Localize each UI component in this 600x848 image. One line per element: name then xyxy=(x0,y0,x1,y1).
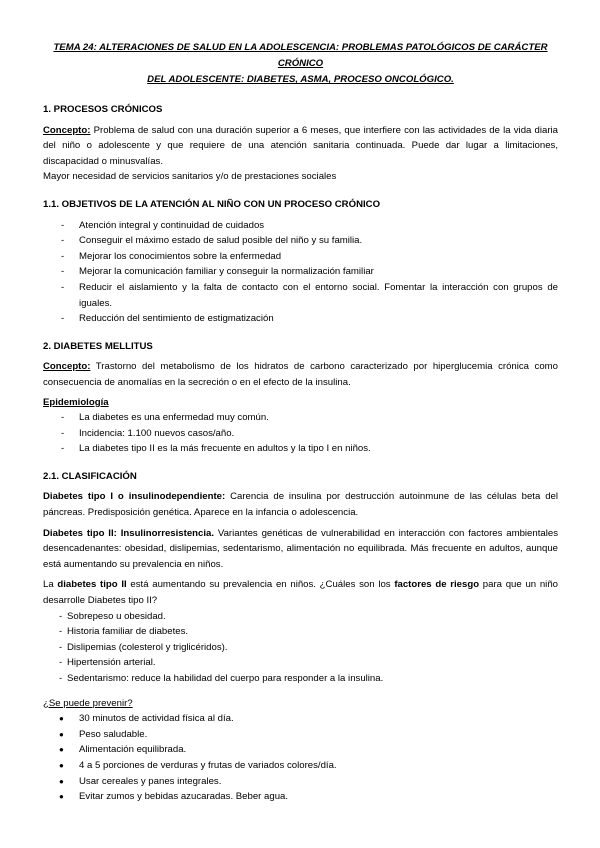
diabetes-type-1 xyxy=(43,489,558,520)
list-item: - Mejorar la comunicación familiar y conseguir la normalización familiar xyxy=(43,264,558,280)
list-item: ● Alimentación equilibrada. xyxy=(43,742,558,758)
list-item: ● Evitar zumos y bebidas azucaradas. Beber agua. xyxy=(43,789,558,805)
title-line-1: TEMA 24: ALTERACIONES DE SALUD EN LA ADOLESCENCIA: PROBLEMAS PATOLÓGICOS DE CARÁCTER CRÓNICO xyxy=(53,42,548,69)
list-item: ● Peso saludable. xyxy=(43,727,558,743)
section-2-heading: 2. DIABETES MELLITUS xyxy=(43,340,153,352)
list-item: - Mejorar los conocimientos sobre la enfermedad xyxy=(43,249,558,265)
type-1-text: Carencia de insulina por destrucción autoinmune de las células beta del páncreas. Predisposición genética. Aparece en la infancia o adolescencia. xyxy=(43,491,558,519)
objectives-list xyxy=(43,218,558,327)
concept-text: Problema de salud con una duración superior a 6 meses, que interfiere con las actividades de la vida diaria del niño o adolescente y que requiere de una atención sanitaria continuada. Puede dar lugar a limitaciones, discapacidad o minusvalías. xyxy=(43,124,558,167)
list-item: - Dislipemias (colesterol y triglicéridos). xyxy=(43,640,558,656)
document-page xyxy=(43,40,558,805)
risk-question: La diabetes tipo II está aumentando su prevalencia en niños. ¿Cuáles son los factores de riesgo para que un niño desarrolle Diabetes tipo II? xyxy=(43,579,558,607)
risk-factors-list xyxy=(43,609,558,687)
list-item: - La diabetes tipo II es la más frecuente en adultos y la tipo I en niños. xyxy=(43,441,558,457)
list-item: - Conseguir el máximo estado de salud posible del niño y su familia. xyxy=(43,233,558,249)
list-item: ● 4 a 5 porciones de verduras y frutas de variados colores/día. xyxy=(43,758,558,774)
list-item: ● Usar cereales y panes integrales. xyxy=(43,774,558,790)
section-2-concept xyxy=(43,359,558,390)
diabetes-type-2 xyxy=(43,526,558,573)
list-item: ● 30 minutos de actividad física al día. xyxy=(43,711,558,727)
list-item: - Historia familiar de diabetes. xyxy=(43,624,558,640)
list-item: - La diabetes es una enfermedad muy común. xyxy=(43,410,558,426)
list-item: - Sobrepeso u obesidad. xyxy=(43,609,558,625)
concept-label: Concepto: xyxy=(43,361,91,373)
section-1-1-heading: 1.1. OBJETIVOS DE LA ATENCIÓN AL NIÑO CON UN PROCESO CRÓNICO xyxy=(43,198,381,210)
epidemiology-list xyxy=(43,410,558,457)
document-title xyxy=(43,40,558,88)
concept-text: Trastorno del metabolismo de los hidratos de carbono caracterizado por hiperglucemia crónica como consecuencia de anomalías en la secreción o en el efecto de la insulina. xyxy=(43,361,558,388)
list-item: - Sedentarismo: reduce la habilidad del cuerpo para responder a la insulina. xyxy=(43,671,558,687)
section-1-heading: 1. PROCESOS CRÓNICOS xyxy=(43,104,163,115)
prevention-label: ¿Se puede prevenir? xyxy=(43,697,133,709)
prevention-list xyxy=(43,711,558,805)
section-1-extra: Mayor necesidad de servicios sanitarios y/o de prestaciones sociales xyxy=(43,171,337,183)
section-1-concept xyxy=(43,123,558,170)
type-2-text: Variantes genéticas de vulnerabilidad en interacción con factores ambientales desencadenantes: obesidad, dislipemias, sedentarismo, alimentación no equilibrada. Más frecuente en adultos, aunque está aumentando su prevalencia en niños. xyxy=(43,527,558,570)
list-item: - Reducir el aislamiento y la falta de contacto con el entorno social. Fomentar la interacción con grupos de iguales. xyxy=(43,280,558,311)
concept-label: Concepto: xyxy=(43,124,91,136)
type-1-label: Diabetes tipo I o insulinodependiente: xyxy=(43,491,226,503)
list-item: - Incidencia: 1.100 nuevos casos/año. xyxy=(43,426,558,442)
list-item: - Reducción del sentimiento de estigmatización xyxy=(43,311,558,327)
section-2-1-heading: 2.1. CLASIFICACIÓN xyxy=(43,470,137,482)
list-item: - Hipertensión arterial. xyxy=(43,655,558,671)
list-item: - Atención integral y continuidad de cuidados xyxy=(43,218,558,234)
title-line-2: DEL ADOLESCENTE: DIABETES, ASMA, PROCESO ONCOLÓGICO. xyxy=(147,74,454,85)
epidemiology-label: Epidemiología xyxy=(43,396,109,408)
type-2-label: Diabetes tipo II: Insulinorresistencia. xyxy=(43,527,215,539)
